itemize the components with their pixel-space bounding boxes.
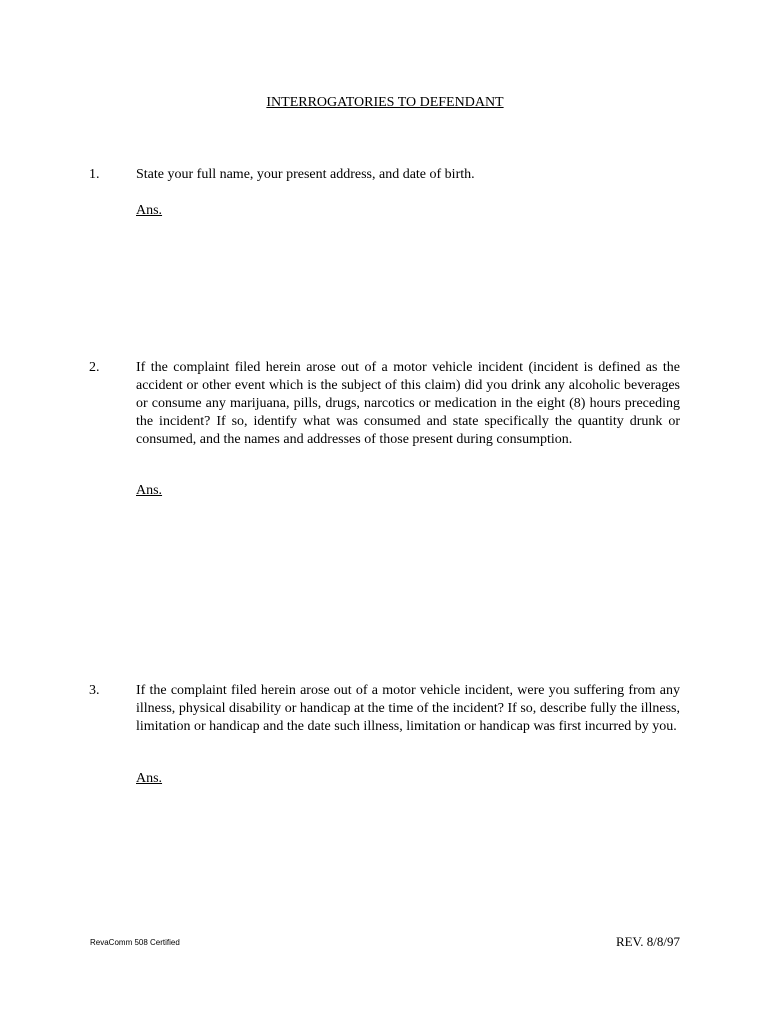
question-number: 1. [89, 167, 100, 182]
answer-label: Ans. [136, 771, 163, 786]
footer-certification: RevaComm 508 Certified [90, 938, 180, 947]
answer-label: Ans. [136, 483, 163, 498]
question-text: If the complaint filed herein arose out of a motor vehicle incident (incident is defined as the accident or other event which is the subject of this claim) did you drink any alcoholic beverages or consume any marijuana, pills, drugs, narcotics or medication in the eight (8) hours preceding the incident? If so, identify what was consumed and state specifically the quantity drunk or consumed, and the names and addresses of those present during consumption. [136, 360, 680, 447]
page-title: INTERROGATORIES TO DEFENDANT [266, 95, 504, 110]
question-text: If the complaint filed herein arose out of a motor vehicle incident, were you suffering from any illness, physical disability or handicap at the time of the incident? If so, describe fully the illness, limitation or handicap and the date such illness, limitation or handicap was first incurred by you. [136, 683, 680, 734]
question-number: 2. [89, 360, 100, 375]
question-text: State your full name, your present address, and date of birth. [136, 167, 475, 182]
question-number: 3. [89, 683, 100, 698]
footer-revision: REV. 8/8/97 [615, 934, 680, 949]
answer-label: Ans. [136, 203, 163, 218]
